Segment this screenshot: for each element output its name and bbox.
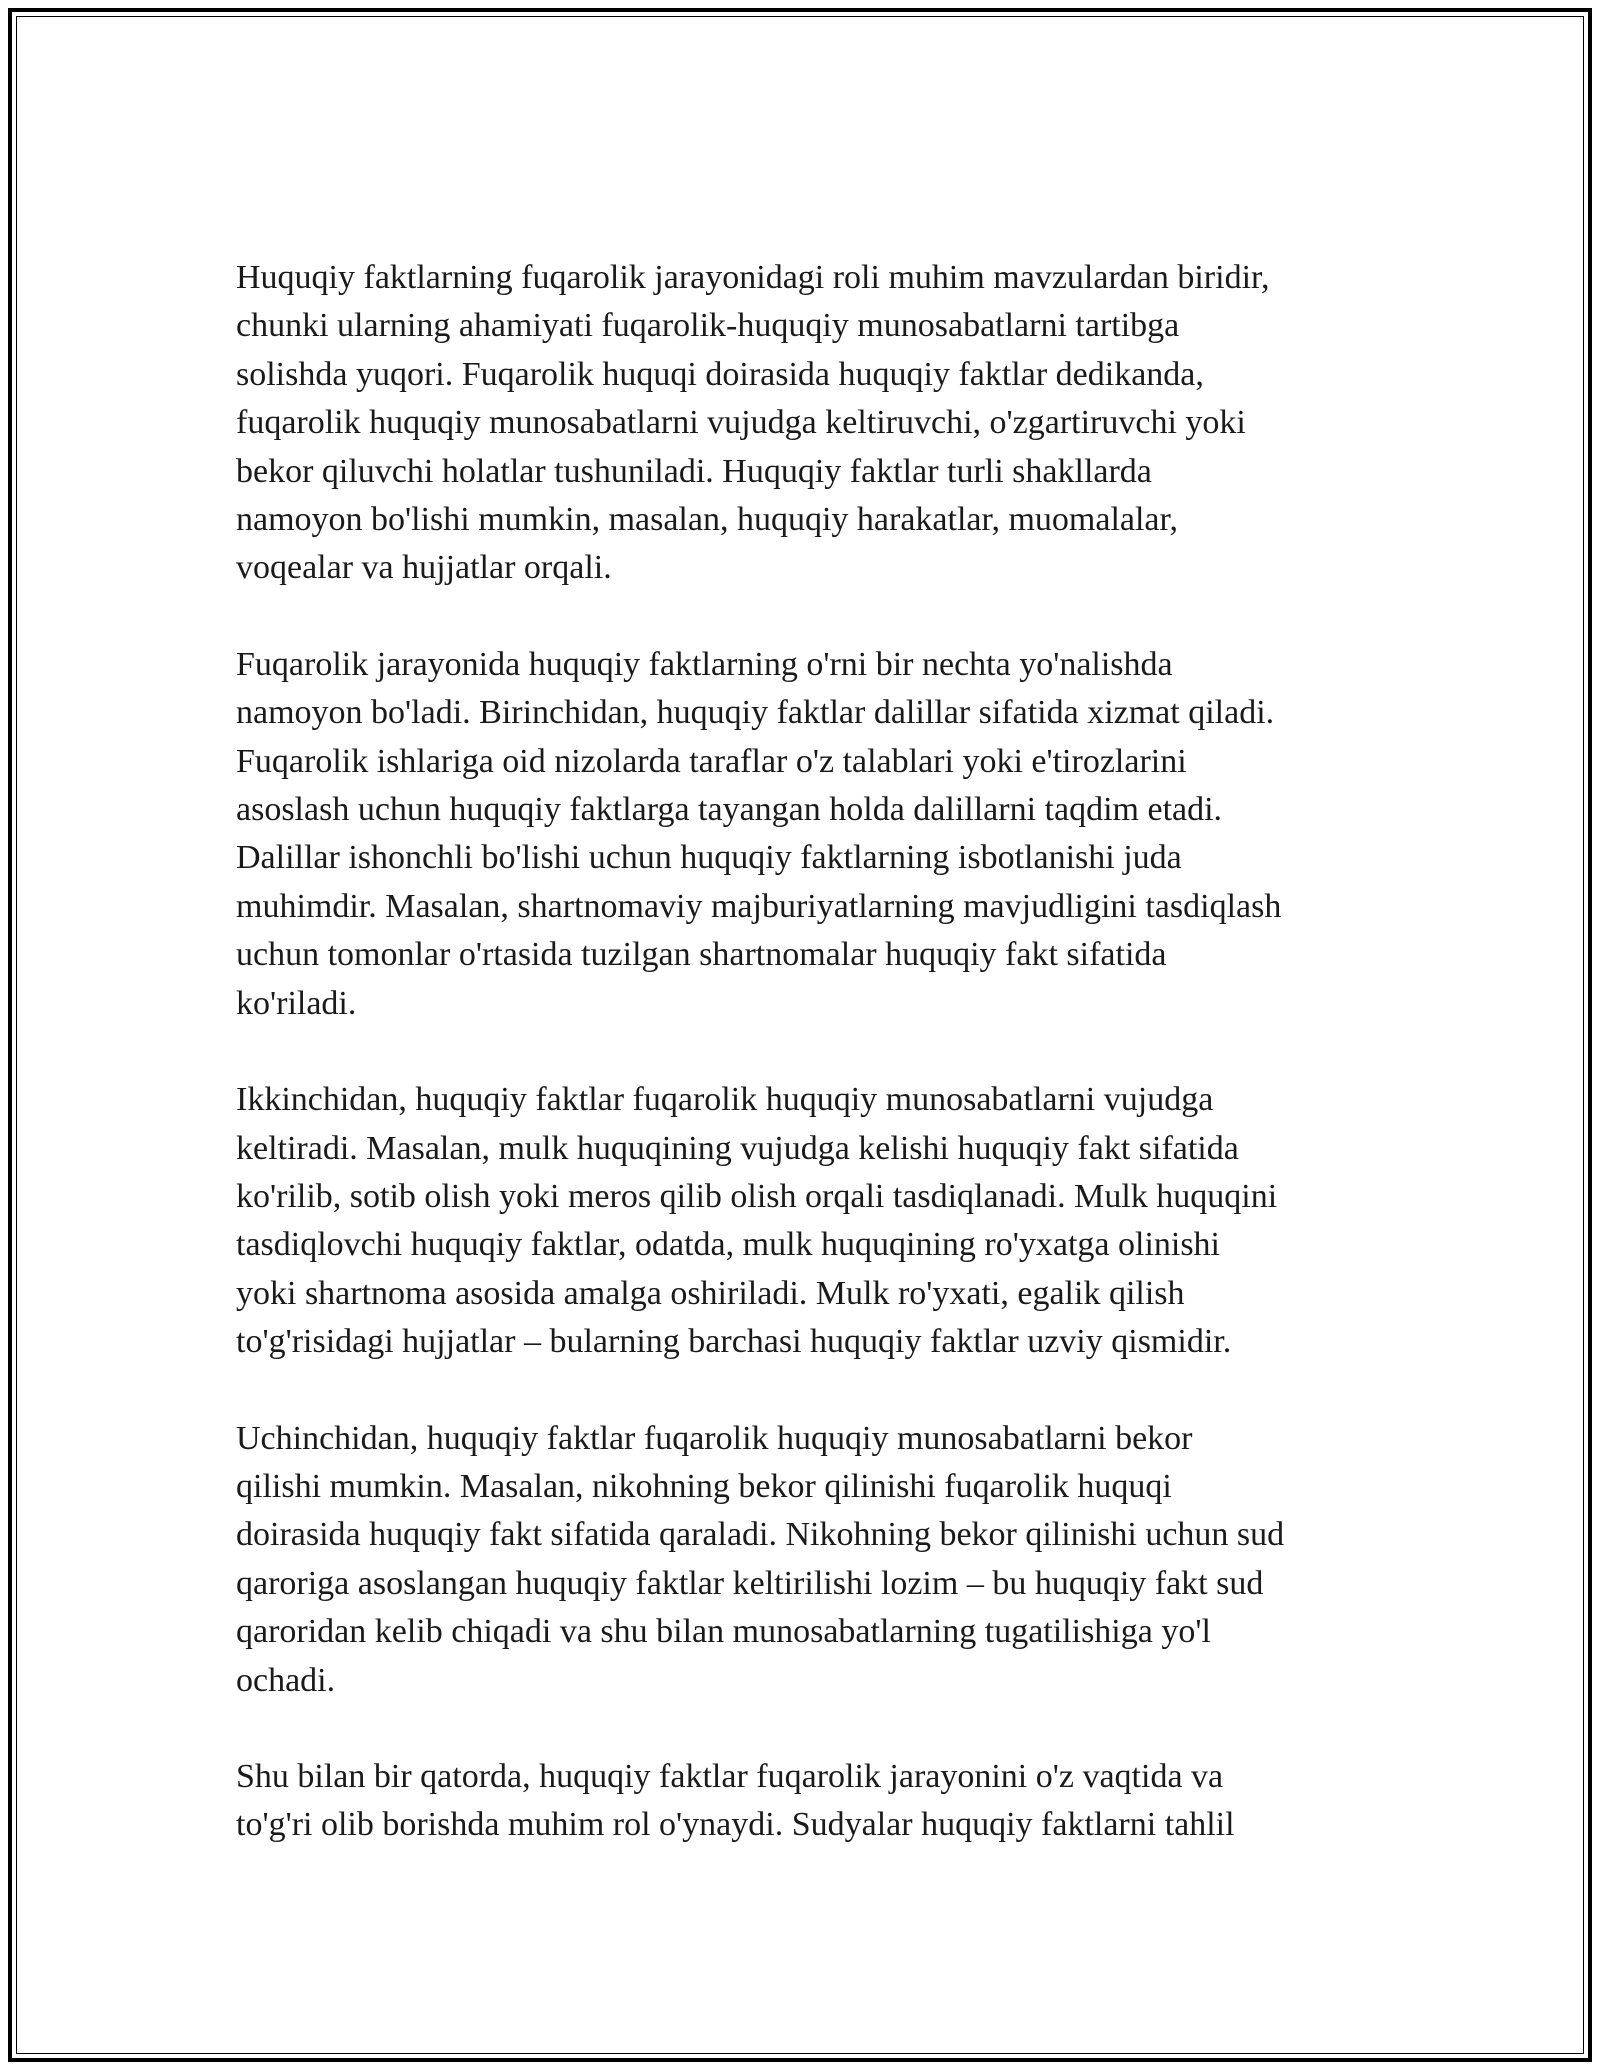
document-body	[236, 254, 1386, 1898]
paragraph-3: Ikkinchidan, huquqiy faktlar fuqarolik huquqiy munosabatlarni vujudga keltiradi. Masalan, mulk huquqining vujudga kelishi huquqiy fakt sifatida ko'rilib, sotib olish yoki meros qilib olish orqali tasdiqlanadi. Mulk huquqini tasdiqlovchi huquqiy faktlar, odatda, mulk huquqining ro'yxatga olinishi yoki shartnoma asosida amalga oshiriladi. Mulk ro'yxati, egalik qilish to'g'risidagi hujjatlar – bularning barchasi huquqiy faktlar uzviy qismidir.	[236, 1081, 1278, 1361]
paragraph-2: Fuqarolik jarayonida huquqiy faktlarning o'rni bir nechta yo'nalishda namoyon bo'ladi. Birinchidan, huquqiy faktlar dalillar sifatida xizmat qiladi. Fuqarolik ishlariga oid nizolarda taraflar o'z talablari yoki e'tirozlarini asoslash uchun huquqiy faktlarga tayangan holda dalillarni taqdim etadi. Dalillar ishonchli bo'lishi uchun huquqiy faktlarning isbotlanishi juda muhimdir. Masalan, shartnomaviy majburiyatlarning mavjudligini tasdiqlash uchun tomonlar o'rtasida tuzilgan shartnomalar huquqiy fakt sifatida ko'riladi.	[236, 645, 1282, 1022]
paragraph-4: Uchinchidan, huquqiy faktlar fuqarolik huquqiy munosabatlarni bekor qilishi mumkin. Masalan, nikohning bekor qilinishi fuqarolik huquqi doirasida huquqiy fakt sifatida qaraladi. Nikohning bekor qilinishi uchun sud qaroriga asoslangan huquqiy faktlar keltirilishi lozim – bu huquqiy fakt sud qaroridan kelib chiqadi va shu bilan munosabatlarning tugatilishiga yo'l ochadi.	[236, 1419, 1285, 1699]
paragraph-5: Shu bilan bir qatorda, huquqiy faktlar fuqarolik jarayonini o'z vaqtida va to'g'ri olib borishda muhim rol o'ynaydi. Sudyalar huquqiy faktlarni tahlil	[236, 1757, 1235, 1844]
paragraph-1: Huquqiy faktlarning fuqarolik jarayonidagi roli muhim mavzulardan biridir, chunki ularning ahamiyati fuqarolik-huquqiy munosabatlarni tartibga solishda yuqori. Fuqarolik huquqi doirasida huquqiy faktlar dedikanda, fuqarolik huquqiy munosabatlarni vujudga keltiruvchi, o'zgartiruvchi yoki bekor qiluvchi holatlar tushuniladi. Huquqiy faktlar turli shakllarda namoyon bo'lishi mumkin, masalan, huquqiy harakatlar, muomalalar, voqealar va hujjatlar orqali.	[236, 259, 1270, 587]
